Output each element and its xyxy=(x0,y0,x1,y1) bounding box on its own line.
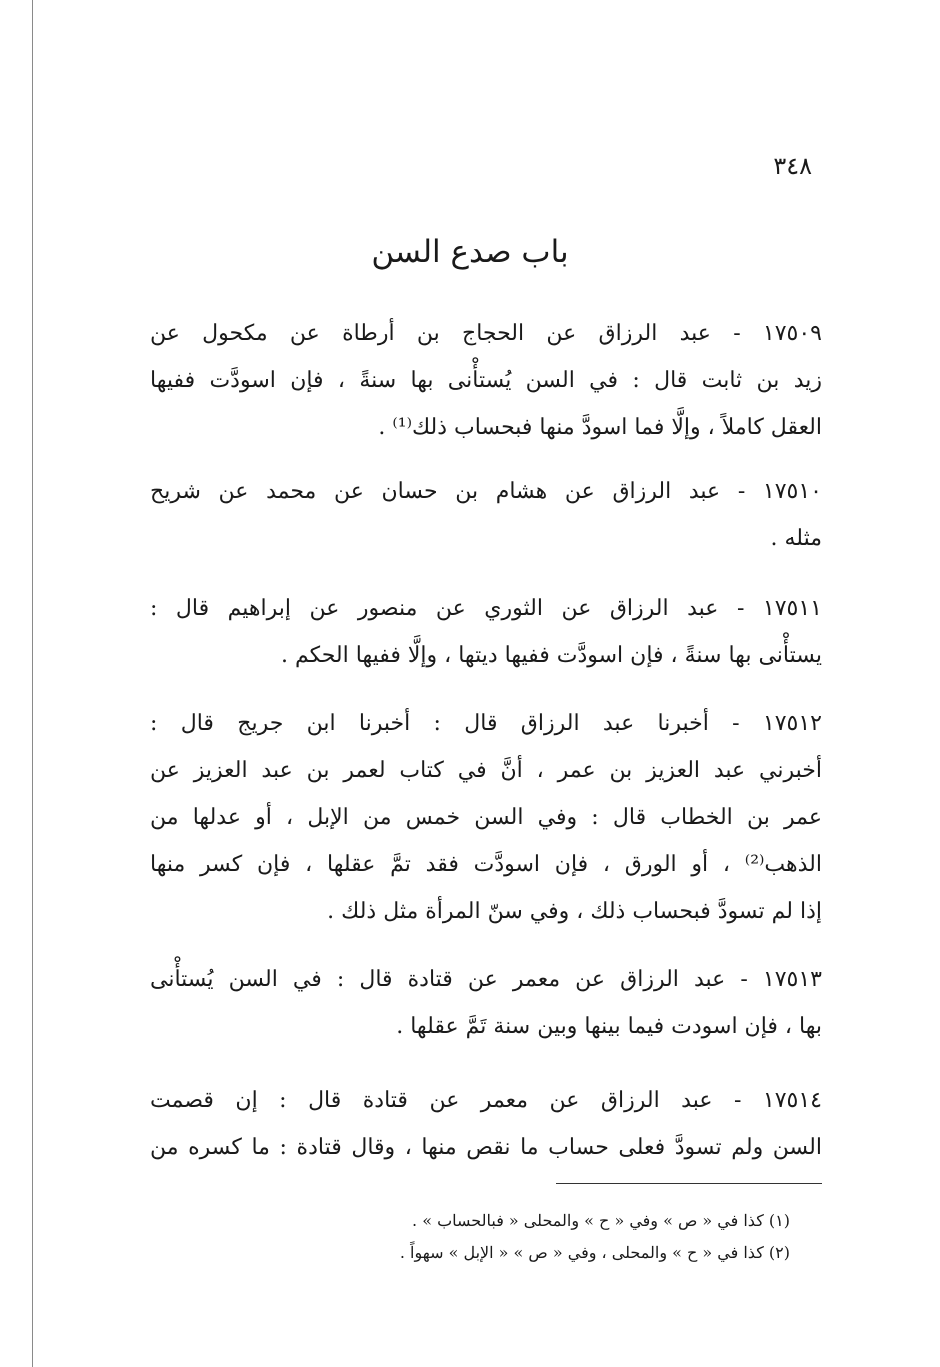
text-line: ١٧٥١٠ - عبد الرزاق عن هشام بن حسان عن محمد عن شريح xyxy=(150,479,822,504)
text-line: مثله . xyxy=(770,526,822,551)
text-line: بها ، فإن اسودت فيما بينها وبين سنة تَمَّ عقلها . xyxy=(396,1014,822,1039)
text-line: الذهب⁽²⁾ ، أو الورق ، فإن اسودَّت فقد تمَّ عقلها ، فإن كسر منها xyxy=(150,852,822,877)
text-line: ١٧٥١١ - عبد الرزاق عن الثوري عن منصور عن إبراهيم قال : xyxy=(150,596,822,621)
text-line: السن ولم تسودَّ فعلى حساب ما نقص منها ، وقال قتادة : ما كسره من xyxy=(150,1135,822,1160)
text-line: أخبرني عبد العزيز بن عمر ، أنَّ في كتاب لعمر بن عبد العزيز عن xyxy=(150,758,822,783)
footnote-1: (١) كذا في « ص » وفي « ح » والمحلى « فبالحساب » . xyxy=(412,1211,790,1230)
footnote-divider xyxy=(556,1183,822,1184)
hadith-entry-17510 xyxy=(150,468,822,562)
page-edge-line xyxy=(32,0,33,1367)
text-line: العقل كاملاً ، وإلَّا فما اسودَّ منها فبحساب ذلك⁽¹⁾ . xyxy=(378,415,822,440)
text-line: زيد بن ثابت قال : في السن يُستأْنى بها سنةً ، فإن اسودَّت ففيها xyxy=(150,368,822,393)
hadith-entry-17512 xyxy=(150,700,822,935)
text-line: عمر بن الخطاب قال : وفي السن خمس من الإبل ، أو عدلها من xyxy=(150,805,822,830)
hadith-entry-17514 xyxy=(150,1077,822,1171)
text-line: إذا لم تسودَّ فبحساب ذلك ، وفي سنّ المرأة مثل ذلك . xyxy=(327,899,822,924)
footnote-2: (٢) كذا في « ح » والمحلى ، وفي « ص » « الإبل » سهواً . xyxy=(399,1243,790,1262)
text-line: ١٧٥١٤ - عبد الرزاق عن معمر عن قتادة قال : إن قصمت xyxy=(150,1088,822,1113)
page-number: ٣٤٨ xyxy=(773,152,812,180)
footnotes xyxy=(230,1205,790,1269)
text-line: ١٧٥٠٩ - عبد الرزاق عن الحجاج بن أرطاة عن مكحول عن xyxy=(150,321,822,346)
text-line: ١٧٥١٣ - عبد الرزاق عن معمر عن قتادة قال : في السن يُستأْنى xyxy=(150,967,822,992)
text-line: ١٧٥١٢ - أخبرنا عبد الرزاق قال : أخبرنا ابن جريج قال : xyxy=(150,711,822,736)
hadith-entry-17513 xyxy=(150,956,822,1050)
chapter-title: باب صدع السن xyxy=(371,234,569,270)
text-line: يستأْنى بها سنةً ، فإن اسودَّت ففيها ديتها ، وإلَّا ففيها الحكم . xyxy=(280,643,822,668)
hadith-entry-17511 xyxy=(150,585,822,679)
hadith-entry-17509 xyxy=(150,310,822,451)
